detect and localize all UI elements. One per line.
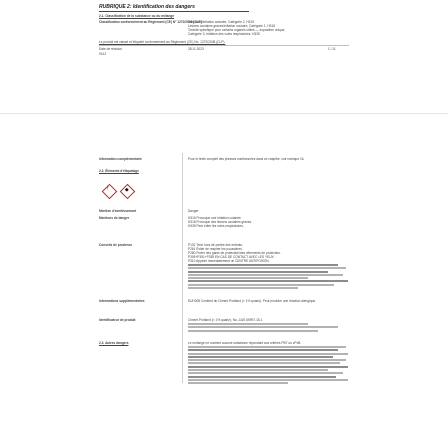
info-comp-value: Pour le texte complet des phrases mentionnées dans ce chapitre, voir rubrique 16. — [188, 157, 305, 161]
page-break — [0, 113, 448, 114]
info-comp-label: Information complémentaire — [99, 157, 142, 161]
product-identifier-value: Ciment Portland (< 1% quartz), No.-CAS 65997-15-1 — [188, 318, 263, 322]
other-hazards-block — [188, 346, 348, 386]
footer-divider — [99, 45, 349, 46]
product-identifier-label: Identificateur de produit — [99, 318, 136, 322]
precaution-text-block — [188, 264, 348, 290]
signal-word-value: Danger — [188, 209, 199, 213]
ghs-exclamation-icon: ! — [102, 184, 118, 200]
clp-note: Le produit est classé et étiqueté conformément au Règlement (CE) No. 1272/2008 (CLP). — [99, 40, 226, 44]
sds-page: RUBRIQUE 2: Identification des dangers 2.1. Classification de la substance ou du mélange Classification conformément au Règlement (CE) N° 1272/2008 [CLP] Corrosion/irritation cutanée, Catégorie 2, H315 Lésions oculaires graves/irritation oculaire, Catégorie 1, H318 Toxicité spécifique pour certains organes cibles — exposition unique, Catégorie 3, irritation des voies respiratoires, H335 Le produit est classé et étiqueté conformément au Règlement (CE) No. 1272/2008 (CLP). Date de révision 28.11.2023 1 / 11 0412 Information complémentaire Pour le texte complet des phrases mentionnées dans ce chapitre, voir rubrique 16. 2.2. Éléments d'étiquetage ! ◆ Mention d'avertissement Danger Mentions de danger H315 Provoque une irritation cutanée. H318 Provoque des lésions oculaires graves. H335 Peut irriter les voies respiratoires. Conseils de prudence P102 Tenir hors de portée des enfants. P261 Éviter de respirer les poussières. P280 Porter des gants de protection/des vêtements de protection. P305+P351+P338 EN CAS DE CONTACT AVEC LES YEUX: P310 Appeler immédiatement un CENTRE ANTIPOISON. Informations supplémentaires EUH208 Contient du Ciment Portland (< 1% quartz). Peut produire une réaction allergique. Identificateur de produit Ciment Portland (< 1% quartz), No.-CAS 65997-15-1 2.3. Autres dangers Le mélange ne contient aucune substance répondant aux critères PBT ou vPvB. — [0, 0, 448, 448]
hazard-statements-label: Mentions de danger — [99, 216, 130, 220]
subsection-2-3: 2.3. Autres dangers — [99, 341, 129, 345]
footer-code: 0412 — [99, 52, 107, 56]
product-identifier-block — [188, 323, 348, 333]
footer-date: 28.11.2023 — [188, 47, 204, 51]
signal-word-label: Mention d'avertissement — [99, 209, 137, 213]
column-rule — [182, 153, 183, 383]
precaution-label: Conseils de prudence — [99, 243, 133, 247]
supplementary-info-value: EUH208 Contient du Ciment Portland (< 1% quartz). Peut produire une réaction allergique. — [188, 299, 317, 303]
footer-page: 1 / 11 — [328, 47, 336, 51]
footer-left: Date de révision — [99, 47, 123, 51]
supplementary-info-label: Informations supplémentaires — [99, 299, 145, 303]
subsection-2-2: 2.2. Éléments d'étiquetage — [99, 169, 139, 173]
classification-label: Classification conformément au Règlement (CE) N° 1272/2008 [CLP] — [99, 20, 202, 24]
section-title: RUBRIQUE 2: Identification des dangers — [99, 4, 249, 12]
other-hazards-value: Le mélange ne contient aucune substance répondant aux critères PBT ou vPvB. — [188, 341, 302, 345]
subsection-2-1: 2.1. Classification de la substance ou du mélange — [99, 14, 175, 18]
ghs-corrosion-icon: ◆ — [120, 184, 136, 200]
